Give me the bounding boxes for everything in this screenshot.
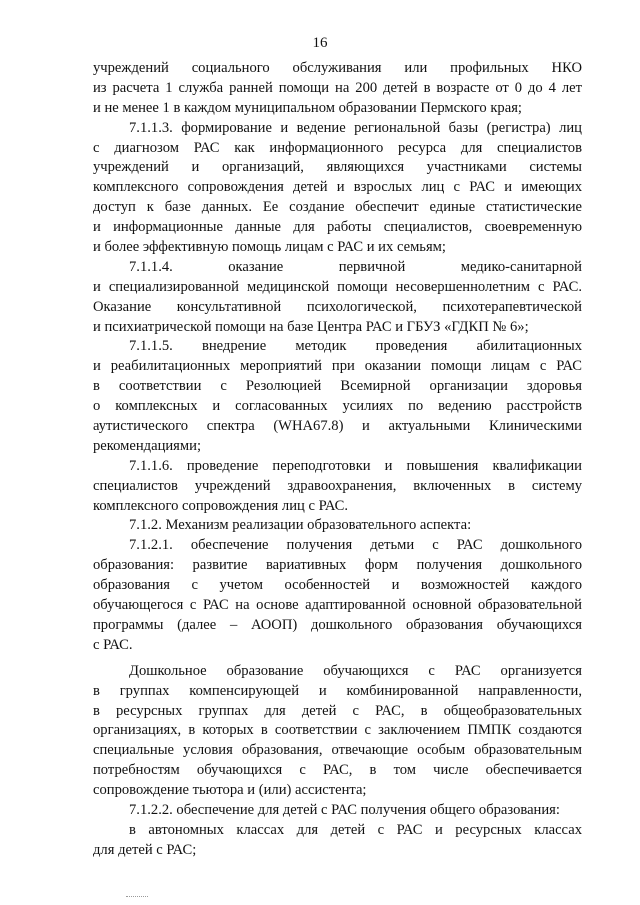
text-line: образования с учетом особенностей и возможностей каждого	[93, 577, 582, 594]
paragraph	[93, 119, 582, 258]
text-line: программы (далее – АООП) дошкольного образования обучающихся	[93, 616, 582, 633]
text-line: в автономных классах для детей с РАС и ресурсных классах	[129, 821, 582, 838]
paragraph	[93, 337, 582, 456]
text-line: для детей с РАС;	[93, 841, 197, 858]
text-line: аутистического спектра (WHA67.8) и актуальными Клиническими	[93, 418, 582, 435]
text-line: обучающегося с РАС на основе адаптированной основной образовательной	[93, 597, 582, 614]
text-line: специалистов учреждений здравоохранения, включенных в систему	[93, 477, 582, 494]
text-line: Оказание консультативной психологической, психотерапевтической	[93, 298, 582, 315]
text-line: и более эффективную помощь лицам с РАС и их семьям;	[93, 239, 446, 256]
text-line: в соответствии с Резолюцией Всемирной организации здоровья	[93, 378, 582, 395]
text-line: доступ к базе данных. Ее создание обеспечит единые статистические	[93, 199, 582, 216]
text-line: учреждений социального обслуживания или профильных НКО	[93, 60, 582, 76]
text-line: в ресурсных группах для детей с РАС, в общеобразовательных	[93, 702, 582, 719]
paragraph	[93, 457, 582, 517]
text-line: 7.1.1.5. внедрение методик проведения абилитационных	[129, 338, 582, 355]
text-line: и реабилитационных мероприятий при оказании помощи лицам с РАС	[93, 358, 582, 375]
text-line: рекомендациями;	[93, 437, 201, 454]
paragraph	[93, 536, 582, 655]
text-line: в группах компенсирующей и комбинированной направленности,	[93, 682, 582, 699]
text-line: и информационные данные для работы специалистов, своевременную	[93, 219, 582, 236]
text-line: сопровождение тьютора и (или) ассистента;	[93, 782, 367, 799]
text-line: учреждений и организаций, являющихся участниками системы	[93, 159, 582, 176]
text-line: 7.1.2.1. обеспечение получения детьми с РАС дошкольного	[129, 537, 582, 554]
text-line: 7.1.1.6. проведение переподготовки и повышения квалификации	[129, 457, 582, 474]
paragraph	[93, 821, 582, 861]
text-line: комплексного сопровождения детей и взрослых лиц с РАС и имеющих	[93, 179, 582, 196]
paragraph	[93, 258, 582, 338]
document-body	[93, 59, 582, 861]
text-line: из расчета 1 служба ранней помощи на 200 детей в возрасте от 0 до 4 лет	[93, 79, 582, 96]
text-line: и не менее 1 в каждом муниципальном образовании Пермского края;	[93, 99, 522, 116]
text-line: специальные условия образования, отвечающие особым образовательным	[93, 742, 582, 759]
text-line: организациях, в которых в соответствии с заключением ПМПК создаются	[93, 722, 582, 739]
text-line: 7.1.2. Механизм реализации образовательного аспекта:	[129, 517, 472, 534]
paragraph	[93, 516, 582, 536]
text-line: комплексного сопровождения лиц с РАС.	[93, 497, 349, 514]
paragraph	[93, 662, 582, 801]
text-line: потребностям обучающихся с РАС, в том числе обеспечивается	[93, 762, 582, 779]
text-line: 7.1.1.4. оказание первичной медико-санитарной	[129, 258, 582, 275]
scan-artifact-mark	[126, 896, 148, 897]
paragraph	[93, 801, 582, 821]
text-line: с диагнозом РАС как информационного ресурса для специалистов	[93, 139, 582, 156]
page-number: 16	[312, 35, 328, 51]
text-line: 7.1.2.2. обеспечение для детей с РАС получения общего образования:	[129, 801, 560, 818]
text-line: о комплексных и согласованных усилиях по ведению расстройств	[93, 398, 582, 415]
paragraph	[93, 59, 582, 119]
text-line: 7.1.1.3. формирование и ведение региональной базы (регистра) лиц	[129, 119, 582, 136]
text-line: и психиатрической помощи на базе Центра РАС и ГБУЗ «ГДКП № 6»;	[93, 318, 529, 335]
text-line: и специализированной медицинской помощи несовершеннолетним с РАС.	[93, 278, 582, 295]
text-line: Дошкольное образование обучающихся с РАС организуется	[129, 662, 582, 679]
text-line: образования: развитие вариативных форм получения дошкольного	[93, 557, 582, 574]
text-line: с РАС.	[93, 636, 133, 653]
